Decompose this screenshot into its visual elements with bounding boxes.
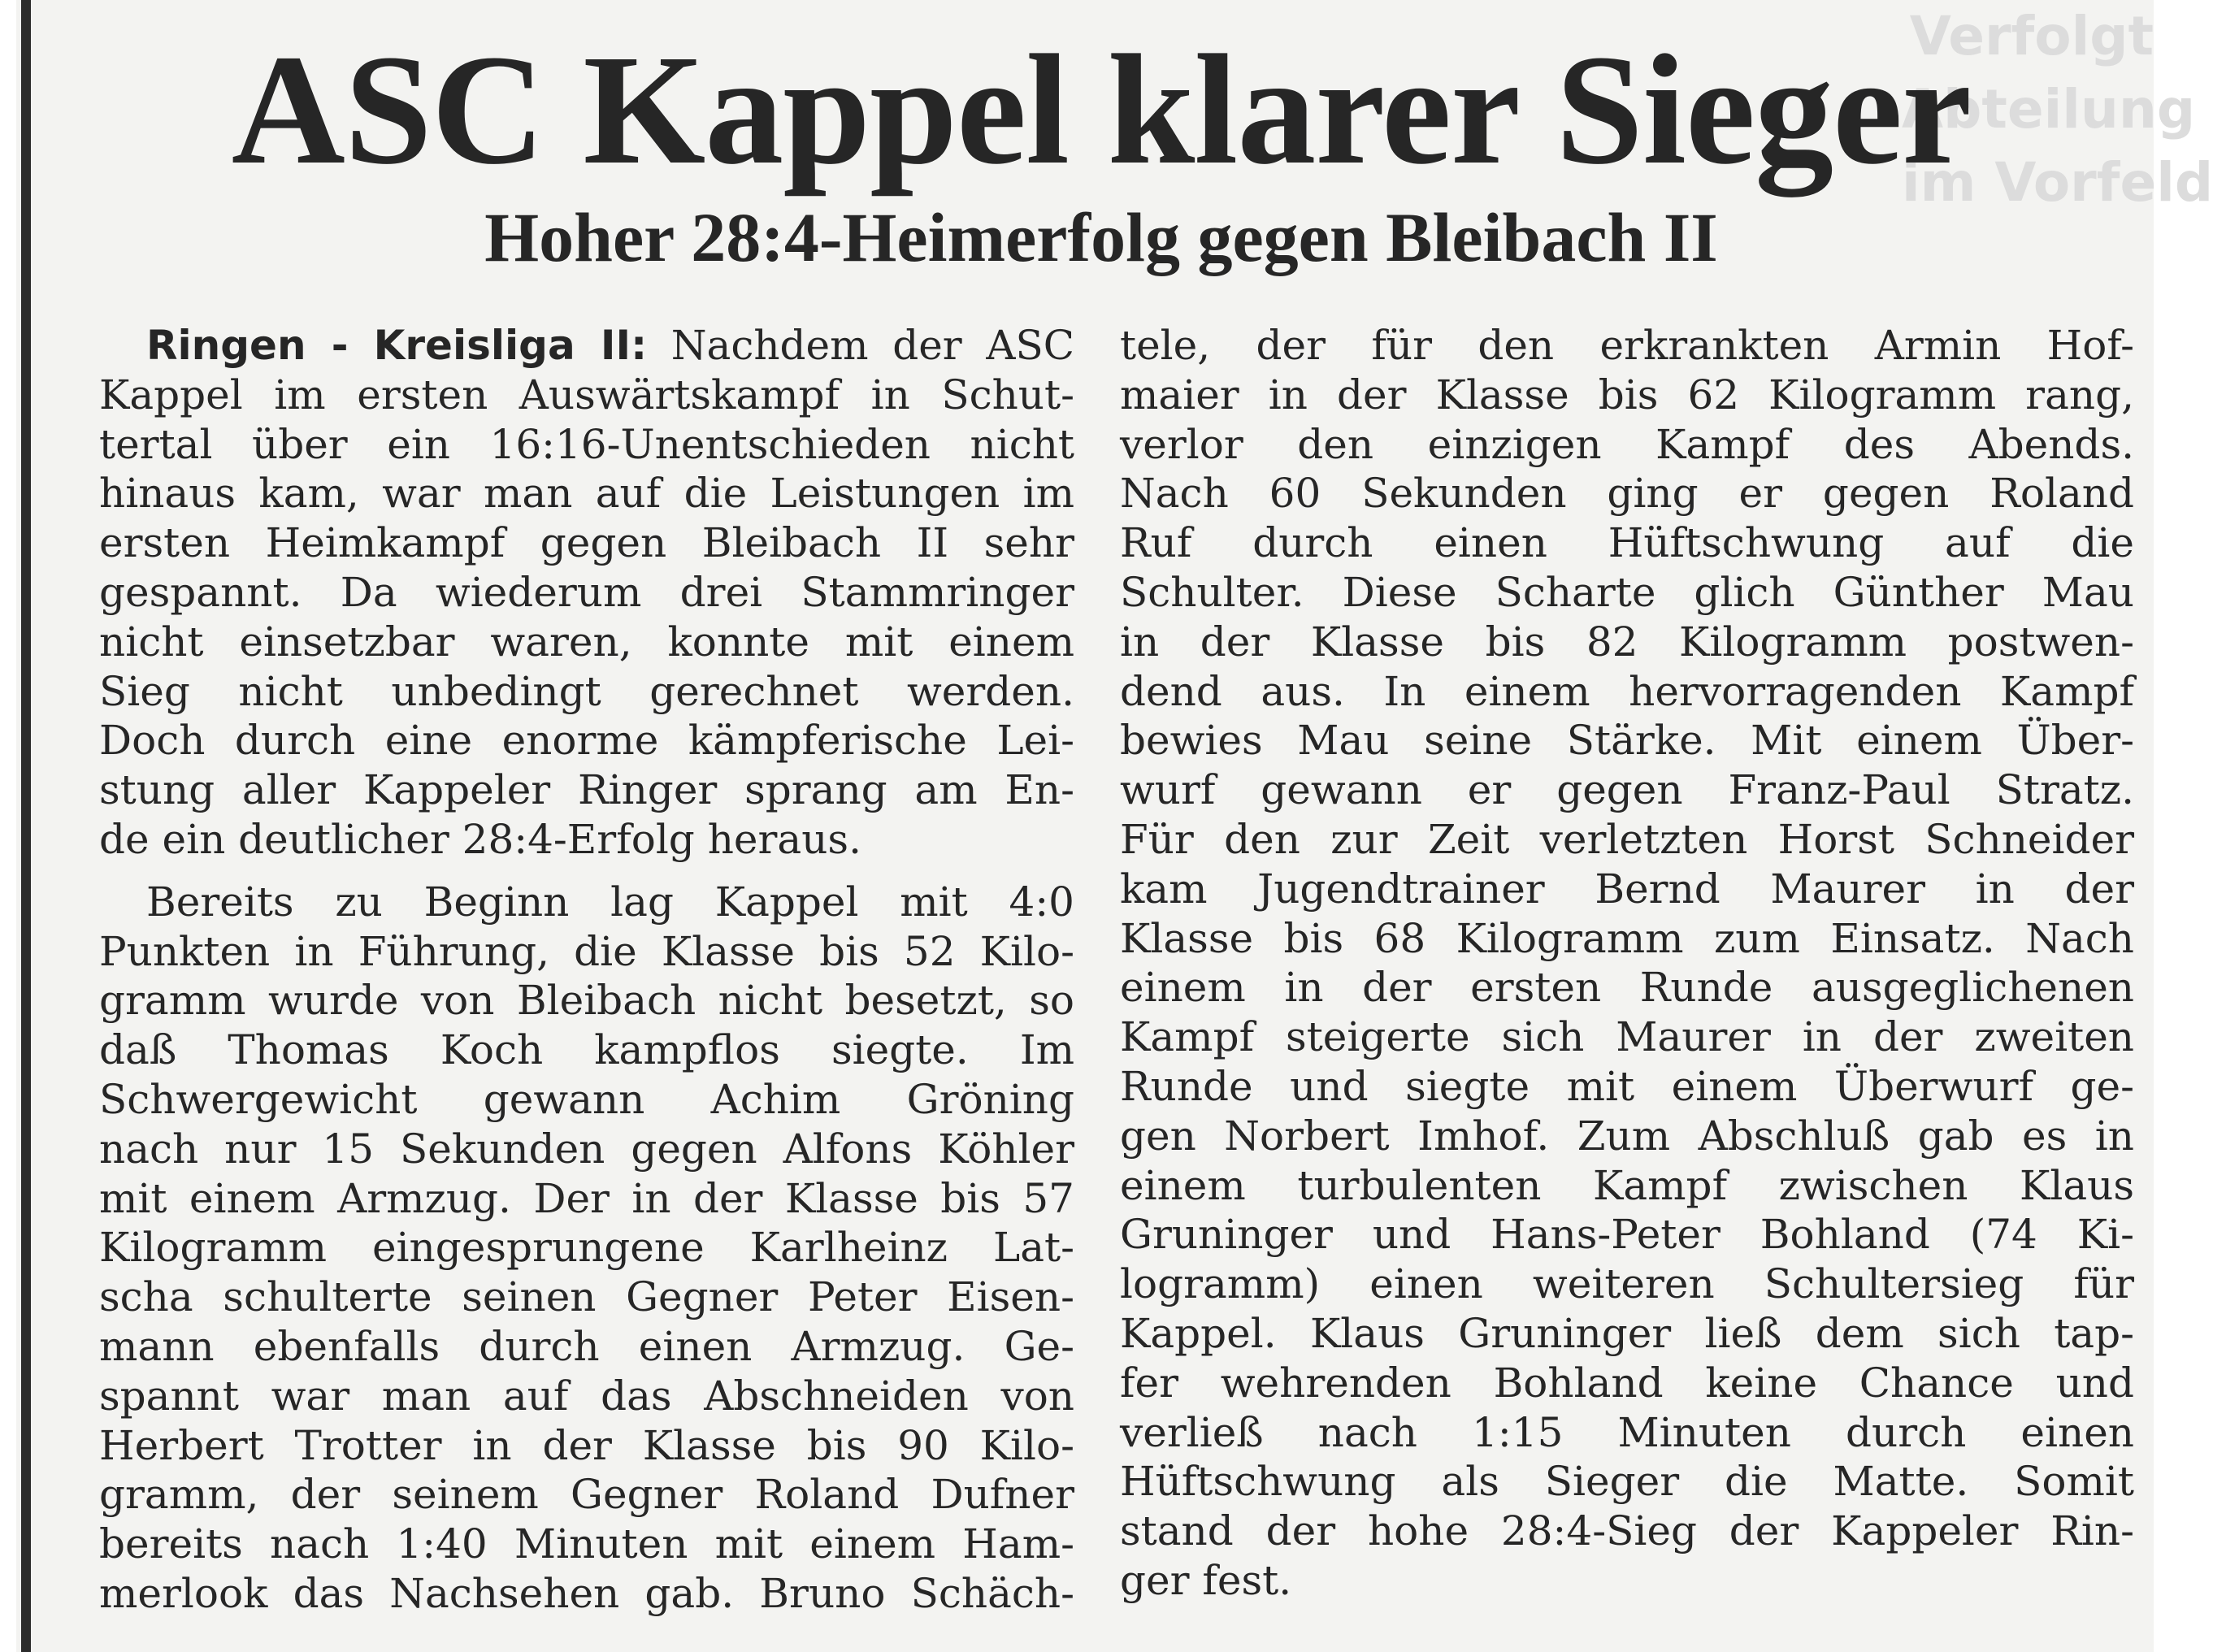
text-line: Punkten in Führung, die Klasse bis 52 Kilo- xyxy=(99,927,1074,975)
text-line: Gruninger und Hans-Peter Bohland (74 Ki- xyxy=(1120,1211,2134,1259)
text-line: tertal über ein 16:16-Unentschieden nicht xyxy=(99,420,1074,468)
text-line: Doch durch eine enorme kämpferische Lei- xyxy=(99,717,1074,765)
text-line: kam Jugendtrainer Bernd Maurer in der xyxy=(1120,865,2134,913)
text-line: nach nur 15 Sekunden gegen Alfons Köhler xyxy=(99,1125,1074,1173)
text-line: gen Norbert Imhof. Zum Abschluß gab es in xyxy=(1120,1112,2134,1160)
bleed-through-line: Verfolgt xyxy=(1909,5,2154,67)
text-line: merlook das Nachsehen gab. Bruno Schäch- xyxy=(99,1569,1074,1617)
text-line: Nach 60 Sekunden ging er gegen Roland xyxy=(1120,470,2134,518)
text-line: einem in der ersten Runde ausgeglichenen xyxy=(1120,964,2134,1012)
text-line: stand der hohe 28:4-Sieg der Kappeler Rin- xyxy=(1120,1507,2134,1555)
text-line: Schulter. Diese Scharte glich Günther Mau xyxy=(1120,568,2134,616)
text-line: Runde und siegte mit einem Überwurf ge- xyxy=(1120,1062,2134,1110)
text-line: mann ebenfalls durch einen Armzug. Ge- xyxy=(99,1322,1074,1370)
text-line: spannt war man auf das Abschneiden von xyxy=(99,1372,1074,1420)
text-line: stung aller Kappeler Ringer sprang am En- xyxy=(99,766,1074,814)
text-line: wurf gewann er gegen Franz-Paul Stratz. xyxy=(1120,766,2134,814)
text-line: verlor den einzigen Kampf des Abends. xyxy=(1120,420,2134,468)
text-line: in der Klasse bis 82 Kilogramm postwen- xyxy=(1120,618,2134,666)
bleed-through-line: im Vorfeld xyxy=(1902,151,2213,214)
text-line: Bereits zu Beginn lag Kappel mit 4:0 xyxy=(146,878,1074,926)
text-line: Kappel. Klaus Gruninger ließ dem sich tap- xyxy=(1120,1309,2134,1357)
text-line: bereits nach 1:40 Minuten mit einem Ham- xyxy=(99,1520,1074,1568)
text-line: Ruf durch einen Hüftschwung auf die xyxy=(1120,519,2134,567)
text-line: maier in der Klasse bis 62 Kilogramm rang, xyxy=(1120,371,2134,418)
text-line: Kilogramm eingesprungene Karlheinz Lat- xyxy=(99,1224,1074,1272)
text-line: daß Thomas Koch kampflos siegte. Im xyxy=(99,1026,1074,1074)
text-line: nicht einsetzbar waren, konnte mit einem xyxy=(99,618,1074,666)
text-line: einem turbulenten Kampf zwischen Klaus xyxy=(1120,1161,2134,1209)
text-line: Hüftschwung als Sieger die Matte. Somit xyxy=(1120,1458,2134,1506)
text-line: verließ nach 1:15 Minuten durch einen xyxy=(1120,1408,2134,1456)
text-line: Für den zur Zeit verletzten Horst Schneider xyxy=(1120,815,2134,863)
text-line: Herbert Trotter in der Klasse bis 90 Kilo- xyxy=(99,1421,1074,1469)
text-line: hinaus kam, war man auf die Leistungen im xyxy=(99,470,1074,518)
text-line: scha schulterte seinen Gegner Peter Eisen- xyxy=(99,1273,1074,1321)
column-rule xyxy=(21,0,31,1652)
article-column-left xyxy=(99,321,1074,1619)
text-line: Kappel im ersten Auswärtskampf in Schut- xyxy=(99,371,1074,418)
bleed-through-line: Abteilung xyxy=(1902,78,2196,141)
article-column-right xyxy=(1120,321,2134,1606)
scan-margin xyxy=(0,0,16,1652)
text-line: tele, der für den erkrankten Armin Hof- xyxy=(1120,322,2134,369)
text-line: ger fest. xyxy=(1120,1556,1292,1604)
text-line: Schwergewicht gewann Achim Gröning xyxy=(99,1075,1074,1123)
text-line: Kampf steigerte sich Maurer in der zweiten xyxy=(1120,1013,2134,1061)
headline: ASC Kappel klarer Sieger xyxy=(231,22,1972,197)
text-line: Sieg nicht unbedingt gerechnet werden. xyxy=(99,667,1074,715)
text-line: gramm wurde von Bleibach nicht besetzt, so xyxy=(99,977,1074,1025)
text-line: bewies Mau seine Stärke. Mit einem Über- xyxy=(1120,717,2134,765)
text-line: Klasse bis 68 Kilogramm zum Einsatz. Nach xyxy=(1120,914,2134,962)
text-line: dend aus. In einem hervorragenden Kampf xyxy=(1120,667,2134,715)
subheadline: Hoher 28:4-Heimerfolg gegen Bleibach II xyxy=(484,198,1718,276)
text-line: mit einem Armzug. Der in der Klasse bis 57 xyxy=(99,1174,1074,1222)
text-line: de ein deutlicher 28:4-Erfolg heraus. xyxy=(99,815,861,863)
text-line: Ringen - Kreisliga II: Nachdem der ASC xyxy=(146,322,1074,369)
text-line: ersten Heimkampf gegen Bleibach II sehr xyxy=(99,519,1074,567)
text-line: gespannt. Da wiederum drei Stammringer xyxy=(99,568,1074,616)
text-line: gramm, der seinem Gegner Roland Dufner xyxy=(99,1471,1074,1519)
text-line: logramm) einen weiteren Schultersieg für xyxy=(1120,1260,2134,1308)
lead-label: Ringen - Kreisliga II: xyxy=(146,322,648,369)
text-line: fer wehrenden Bohland keine Chance und xyxy=(1120,1359,2134,1407)
